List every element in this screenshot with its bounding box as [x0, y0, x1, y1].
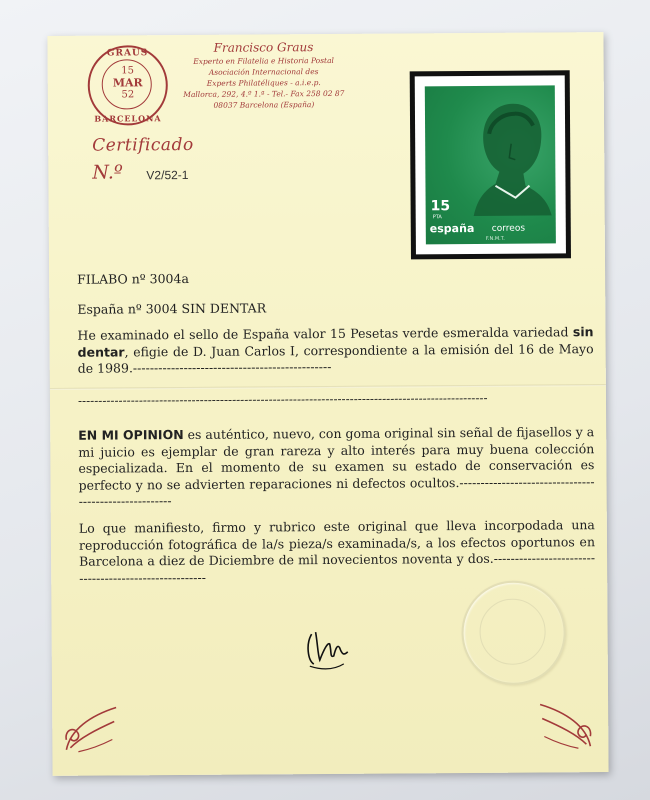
- letterhead: [173, 42, 353, 111]
- letterhead-line: Experts Philatéliques - a.i.e.p.: [206, 78, 321, 88]
- stamp-service: correos: [491, 223, 526, 234]
- seal-top-text: GRAUS: [106, 48, 149, 59]
- flourish-right-icon: [536, 696, 596, 752]
- stamp-unit: PTA: [432, 214, 442, 221]
- letterhead-line: Asociación Internacional des: [208, 67, 319, 77]
- fold-crease: [50, 384, 606, 390]
- graus-seal-logo: [87, 45, 168, 126]
- stamp-photo-frame: [410, 70, 571, 259]
- certificate-number: V2/52-1: [146, 167, 189, 183]
- letterhead-line: Mallorca, 292, 4.º 1.ª - Tel.- Fax 258 02 87: [183, 88, 345, 100]
- certificate-number-label: N.º: [92, 161, 123, 184]
- king-portrait-icon: [425, 85, 556, 244]
- letterhead-line: Experto en Filatelia e Historia Postal: [193, 55, 334, 66]
- stamp-value: 15: [430, 198, 451, 215]
- espana-reference: España nº 3004 SIN DENTAR: [77, 300, 267, 317]
- opinion-paragraph: EN MI OPINION es auténtico, nuevo, con goma original sin señal de fijasellos y a mi juicio es ejemplar de gran rareza y alto interés para muy buena colección especializada. En el momento de su examen su estado de conservación es perfecto y no se advierten reparaciones ni defectos ocultos.------------------------------------------------------: [78, 424, 595, 509]
- seal-year: 52: [121, 89, 135, 101]
- stamp-country: españa: [429, 221, 475, 236]
- seal-month: MAR: [112, 76, 143, 90]
- signature-icon: [303, 614, 353, 674]
- certificate-card: [47, 32, 608, 776]
- flourish-left-icon: [60, 699, 120, 755]
- certificate-title: Certificado: [92, 134, 194, 156]
- stamp-printer: F.N.M.T.: [485, 235, 505, 242]
- letterhead-name: Francisco Graus: [213, 40, 314, 55]
- filabo-reference: FILABO nº 3004a: [77, 270, 189, 287]
- seal-day: 15: [121, 65, 135, 77]
- dash-separator: -----------------------------------------------------------------------------------------------------: [77, 390, 488, 408]
- stamp-image: [425, 85, 556, 244]
- examination-paragraph: He examinado el sello de España valor 15 Pesetas verde esmeralda variedad sin dentar, efigie de D. Juan Carlos I, correspondiente a la emisión del 16 de Mayo de 1989.-----------------------------------------------: [77, 324, 594, 376]
- letterhead-line: 08037 Barcelona (España): [213, 100, 315, 110]
- seal-bottom-text: BARCELONA: [94, 113, 162, 124]
- declaration-paragraph: Lo que manifiesto, firmo y rubrico este original que lleva incorpodada una reproducción fotográfica de la/s pieza/s examinada/s, a los efectos oportunos en Barcelona a diez de Diciembre de mil novecientos noventa y dos.------------------------------------------------------: [78, 517, 596, 586]
- embossed-seal: [461, 580, 566, 685]
